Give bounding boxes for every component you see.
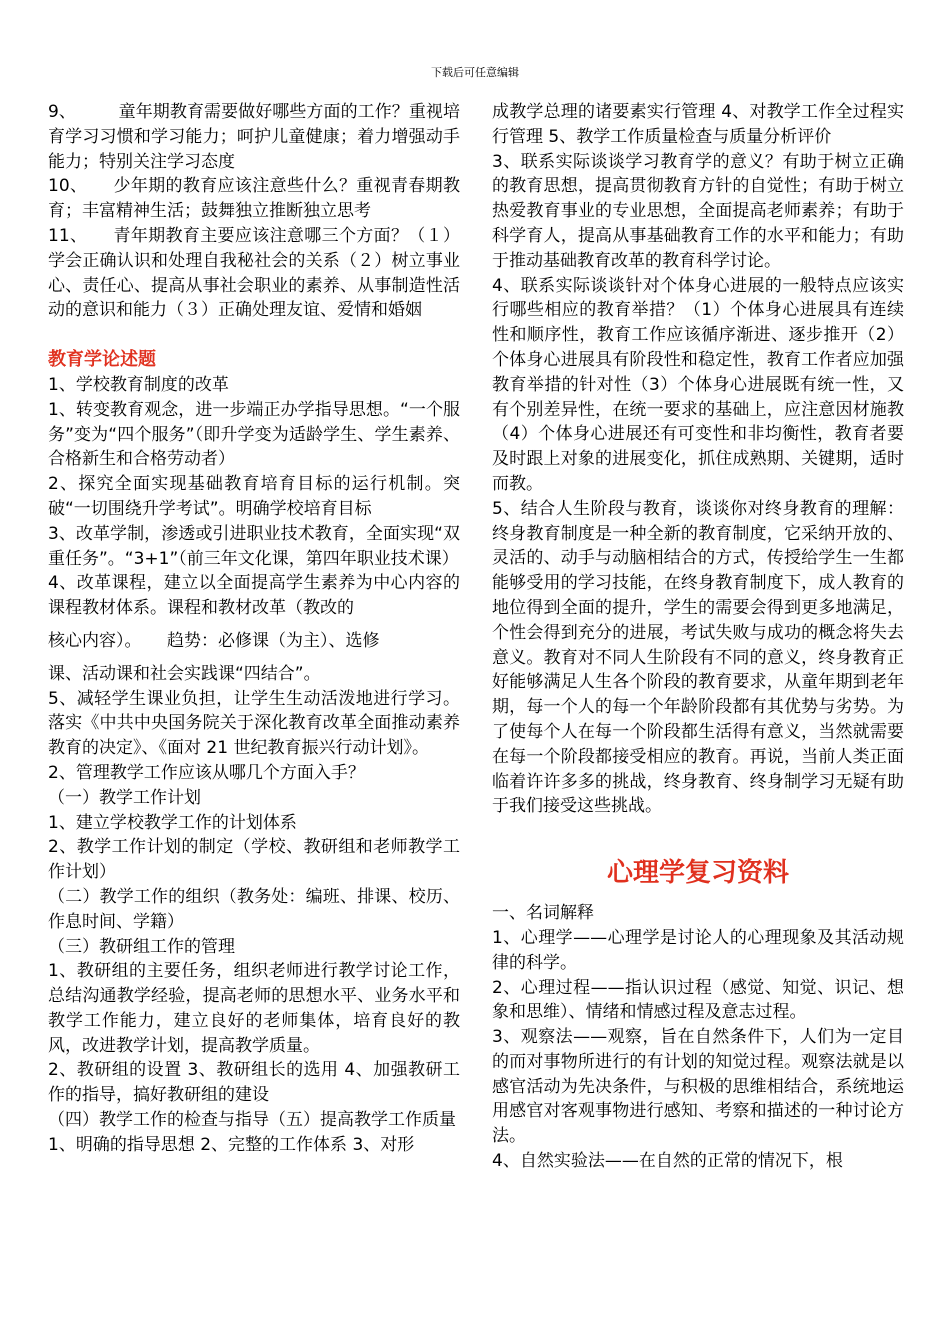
paragraph: 4、自然实验法——在自然的正常的情况下，根: [492, 1151, 843, 1172]
paragraph: 3、观察法——观察，旨在自然条件下，人们为一定目的而对事物所进行的有计划的知觉过程。观察法就是以感官活动为先决条件，与积极的思维相结合，系统地运用感官对客观事物进行感知、考察和描述的一种讨论方法。: [492, 1027, 904, 1147]
paragraph: 3、联系实际谈谈学习教育学的意义？有助于树立正确的教育思想，提高贯彻教育方针的自觉性；有助于树立热爱教育事业的专业思想，全面提高老师素养；有助于科学育人，提高从事基础教育工作的水平和能力；有助于推动基础教育改革的教育科学讨论。: [492, 151, 904, 271]
paragraph: 1、明确的指导思想 2、完整的工作体系 3、对形: [48, 1134, 415, 1155]
paragraph: 3、改革学制，渗透或引进职业技术教育，全面实现“双重任务”。“3+1”（前三年文化课，第四年职业技术课）: [48, 523, 460, 569]
paragraph: 2、教学工作计划的制定（学校、教研组和老师教学工作计划）: [48, 837, 460, 883]
paragraph: 2、探究全面实现基础教育培育目标的运行机制。突破“一切围绕升学考试”。明确学校培育目标: [48, 474, 460, 519]
paragraph: 课、活动课和社会实践课“四结合”。: [48, 663, 321, 684]
paragraph: 4、联系实际谈谈针对个体身心进展的一般特点应该实行哪些相应的教育举措？（1）个体身心进展具有连续性和顺序性，教育工作应该循序渐进、逐步推开（2）个体身心进展具有阶段性和稳定性，教育工作者应加强教育举措的针对性（3）个体身心进展既有统一性，又有个别差异性，在统一要求的基础上，应注意因材施教（4）个体身心进展还有可变性和非均衡性，教育者要及时跟上对象的进展变化，抓住成熟期、关键期，适时而教。: [492, 275, 904, 494]
section-title: 教育学论述题: [48, 349, 156, 371]
paragraph: 11、 青年期教育主要应该注意哪三个方面？（１）学会正确认识和处理自我秘社会的关系（２）树立事业心、责任心、提高从事社会职业的素养、从事制造性活动的意识和能力（３）正确处理友谊、爱情和婚姻: [48, 225, 460, 321]
paragraph: 2、心理过程——指认识过程（感觉、知觉、识记、想象和思维）、情绪和情感过程及意志过程。: [492, 977, 904, 1023]
right-column: [492, 100, 904, 1174]
paragraph: 2、教研组的设置 3、教研组长的选用 4、加强教研工作的指导，搞好教研组的建设: [48, 1060, 460, 1106]
paragraph: 成教学总理的诸要素实行管理 4、对教学工作全过程实行管理 5、教学工作质量检查与质量分析评价: [492, 102, 904, 147]
paragraph: 1、转变教育观念，进一步端正办学指导思想。“一个服务”变为“四个服务”（即升学变为适龄学生、学生素养、合格新生和合格劳动者）: [48, 399, 460, 470]
paragraph: 1、建立学校教学工作的计划体系: [48, 812, 297, 833]
paragraph: 5、结合人生阶段与教育，谈谈你对终身教育的理解：终身教育制度是一种全新的教育制度，它采纳开放的、灵活的、动手与动脑相结合的方式，传授给学生一生都能够受用的学习技能，在终身教育制度下，成人教育的地位得到全面的提升，学生的需要会得到更多地满足，个性会得到充分的进展，考试失败与成功的概念将失去意义。教育对不同人生阶段有不同的意义，终身教育正好能够满足人生各个阶段的教育要求，从童年期到老年期，每一个人的每一个年龄阶段都有其优势与劣势。为了使每个人在每一个阶段都生活得有意义，当然就需要在每一个阶段都接受相应的教育。再说，当前人类正面临着许许多多的挑战，终身教育、终身制学习无疑有助于我们接受这些挑战。: [492, 498, 904, 817]
paragraph: （三）教研组工作的管理: [48, 936, 235, 957]
section-title: 心理学复习资料: [606, 858, 789, 889]
paragraph: 1、心理学——心理学是讨论人的心理现象及其活动规律的科学。: [492, 927, 904, 973]
paragraph: （四）教学工作的检查与指导（五）提高教学工作质量: [48, 1110, 456, 1131]
paragraph: （二）教学工作的组织（教务处：编班、排课、校历、作息时间、学籍）: [48, 886, 460, 932]
paragraph: （一）教学工作计划: [48, 787, 201, 808]
paragraph: 10、 少年期的教育应该注意些什么？重视青春期教育；丰富精神生活；鼓舞独立推断独立思考: [48, 176, 460, 222]
paragraph: 2、管理教学工作应该从哪几个方面入手？: [48, 762, 365, 783]
paragraph: 核心内容）。 趋势：必修课（为主）、选修: [48, 630, 380, 651]
paragraph: 5、减轻学生课业负担，让学生生动活泼地进行学习。落实《中共中央国务院关于深化教育改革全面推动素养教育的决定》、《面对 21 世纪教育振兴行动计划》。: [48, 688, 460, 759]
paragraph: 4、改革课程，建立以全面提高学生素养为中心内容的课程教材体系。课程和教材改革（教改的: [48, 573, 460, 619]
page-header: 下载后可任意编辑: [431, 66, 519, 79]
paragraph: 1、学校教育制度的改革: [48, 374, 229, 395]
paragraph: 9、 童年期教育需要做好哪些方面的工作？重视培育学习习惯和学习能力；呵护儿童健康；着力增强动手能力；特别关注学习态度: [48, 102, 460, 172]
left-column: [48, 100, 460, 1158]
paragraph: 一、名词解释: [492, 903, 594, 924]
paragraph: 1、教研组的主要任务，组织老师进行教学讨论工作，总结沟通教学经验，提高老师的思想水平、业务水平和教学工作能力，建立良好的老师集体，培育良好的教风，改进教学计划，提高教学质量。: [48, 961, 460, 1056]
